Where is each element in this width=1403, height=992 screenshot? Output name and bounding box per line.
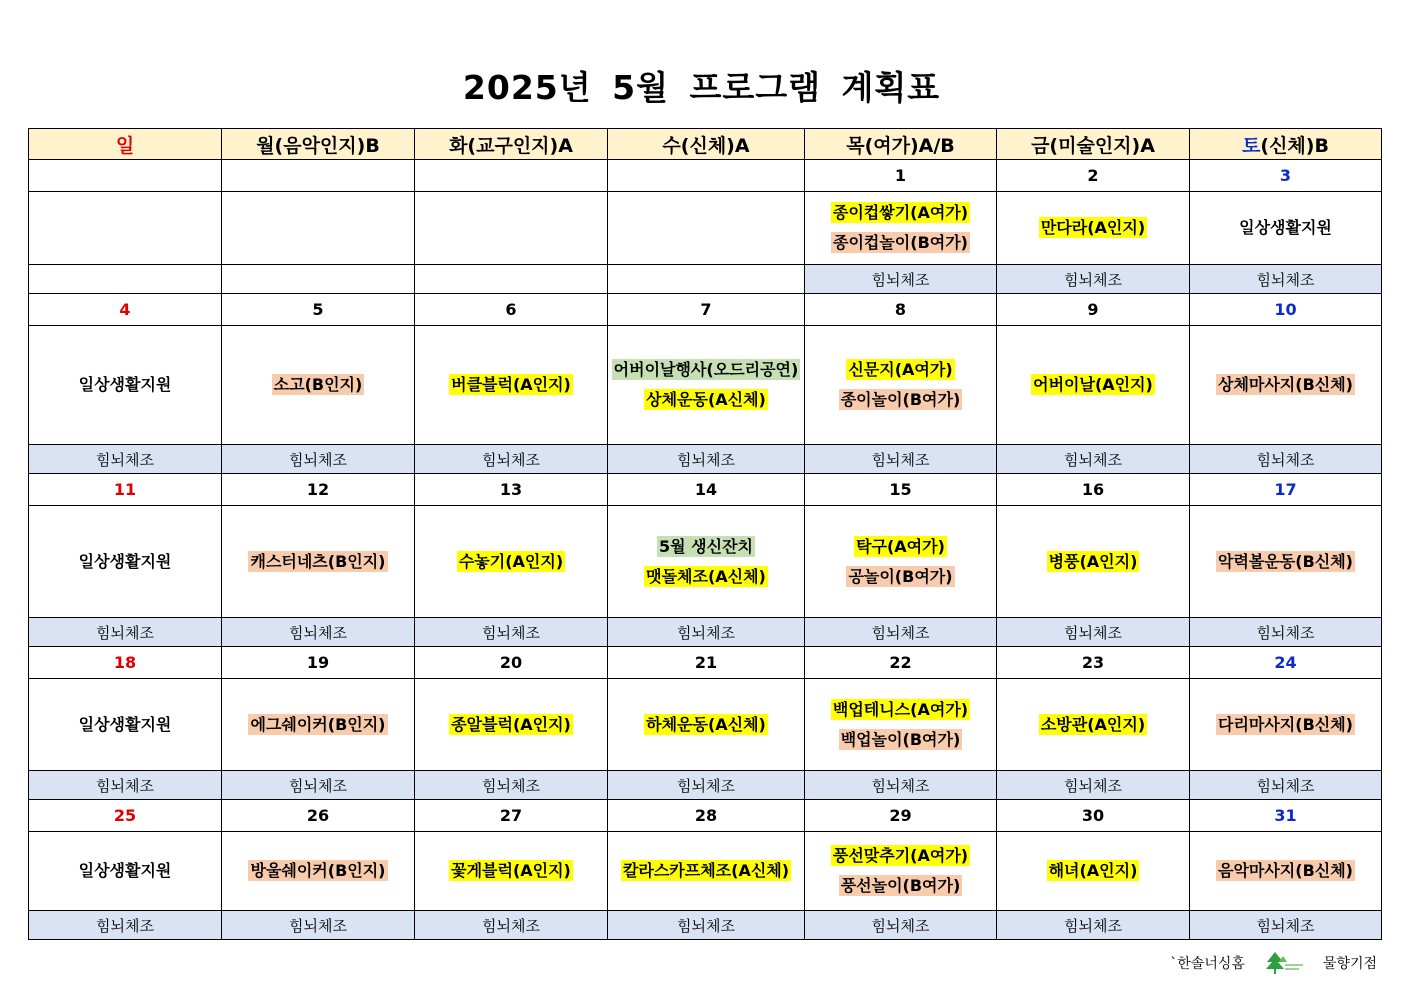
activity-label: 백업놀이(B여가): [840, 729, 961, 749]
activity-label: 하체운동(A신체): [646, 714, 766, 734]
program-calendar: [28, 128, 1382, 940]
week-5-activity-row: [29, 832, 1382, 911]
weekday-header-colored-label: 토: [1242, 134, 1261, 157]
page-title: 2025년 5월 프로그램 계획표: [462, 68, 941, 107]
activity-cell: [997, 506, 1190, 618]
date-number: 29: [805, 800, 997, 832]
weekday-header-label: 금(미술인지)A: [1031, 134, 1155, 157]
week-4-date-row: [29, 647, 1382, 679]
weekday-header-row: [29, 129, 1382, 160]
activity-label: 5월 생신잔치: [659, 536, 753, 556]
date-number: 12: [222, 474, 415, 506]
exercise-cell: 힘뇌체조: [222, 618, 415, 647]
week-1-activity-row: [29, 192, 1382, 265]
date-number: [415, 160, 608, 192]
date-number: 24: [1190, 647, 1382, 679]
date-number: 14: [608, 474, 805, 506]
activity-label: 방울쉐이커(B인지): [250, 861, 386, 880]
activity-label: 일상생활지원: [78, 375, 172, 394]
weekday-header-label: (신체)B: [1260, 134, 1329, 157]
date-number: 10: [1190, 294, 1382, 326]
date-number: 22: [805, 647, 997, 679]
exercise-cell: 힘뇌체조: [608, 445, 805, 474]
activity-cell: [997, 679, 1190, 771]
exercise-cell: 힘뇌체조: [608, 771, 805, 800]
activity-cell: [415, 832, 608, 911]
week-3-date-row: [29, 474, 1382, 506]
date-number: 31: [1190, 800, 1382, 832]
activity-cell: [805, 832, 997, 911]
activity-label: 일상생활지원: [1239, 218, 1332, 237]
weekday-header-5: [997, 129, 1190, 160]
date-number: 1: [805, 160, 997, 192]
activity-label: 일상생활지원: [78, 861, 172, 880]
activity-cell: [805, 192, 997, 265]
activity-cell: [415, 192, 608, 265]
activity-label: 어버이날(A인지): [1033, 375, 1153, 394]
activity-cell: [415, 679, 608, 771]
activity-label: 칼라스카프체조(A신체): [622, 861, 790, 880]
footer-org-name: `한솔너싱홈: [1170, 956, 1245, 972]
weekday-header-6: [1190, 129, 1382, 160]
activity-label: 백업테니스(A여가): [832, 699, 969, 719]
activity-label: 상체마사지(B신체): [1217, 375, 1353, 394]
week-5-exercise-row: [29, 911, 1382, 940]
activity-cell: [608, 192, 805, 265]
date-number: 17: [1190, 474, 1382, 506]
exercise-cell: 힘뇌체조: [997, 618, 1190, 647]
week-4-activity-row: [29, 679, 1382, 771]
date-number: 30: [997, 800, 1190, 832]
exercise-cell: 힘뇌체조: [608, 911, 805, 940]
date-number: 5: [222, 294, 415, 326]
date-number: 13: [415, 474, 608, 506]
activity-cell: [608, 832, 805, 911]
date-number: 8: [805, 294, 997, 326]
activity-label: 종이놀이(B여가): [840, 390, 961, 409]
date-number: 9: [997, 294, 1190, 326]
weekday-header-label: 월(음악인지)B: [256, 134, 380, 157]
activity-cell: [29, 832, 222, 911]
activity-label: 일상생활지원: [78, 714, 172, 734]
activity-cell: [805, 679, 997, 771]
exercise-cell: 힘뇌체조: [1190, 911, 1382, 940]
activity-label: 수놓기(A인지): [458, 551, 564, 571]
date-number: 3: [1190, 160, 1382, 192]
activity-label: 풍선놀이(B여가): [840, 876, 961, 895]
exercise-cell: 힘뇌체조: [29, 911, 222, 940]
exercise-cell: [222, 265, 415, 294]
weekday-header-0: [29, 129, 222, 160]
exercise-cell: 힘뇌체조: [222, 445, 415, 474]
weekday-header-label: 목(여가)A/B: [846, 134, 955, 157]
date-number: 19: [222, 647, 415, 679]
weekday-header-colored-label: 일: [115, 134, 135, 157]
exercise-cell: 힘뇌체조: [1190, 445, 1382, 474]
activity-label: 다리마사지(B신체): [1217, 714, 1353, 734]
activity-cell: [415, 506, 608, 618]
activity-label: 소고(B인지): [273, 375, 363, 394]
activity-cell: [608, 506, 805, 618]
activity-cell: [997, 192, 1190, 265]
activity-cell: [222, 679, 415, 771]
exercise-cell: 힘뇌체조: [805, 618, 997, 647]
exercise-cell: 힘뇌체조: [805, 265, 997, 294]
date-number: 16: [997, 474, 1190, 506]
exercise-cell: 힘뇌체조: [608, 618, 805, 647]
activity-cell: [997, 832, 1190, 911]
activity-cell: [222, 832, 415, 911]
exercise-cell: 힘뇌체조: [1190, 618, 1382, 647]
activity-label: 소방관(A인지): [1040, 714, 1146, 734]
activity-label: 캐스터네츠(B인지): [250, 551, 386, 571]
date-number: 26: [222, 800, 415, 832]
exercise-cell: 힘뇌체조: [1190, 771, 1382, 800]
activity-cell: [29, 326, 222, 445]
activity-cell: [222, 506, 415, 618]
week-1-date-row: [29, 160, 1382, 192]
exercise-cell: 힘뇌체조: [29, 618, 222, 647]
exercise-cell: 힘뇌체조: [1190, 265, 1382, 294]
activity-label: 일상생활지원: [78, 551, 172, 571]
activity-label: 만다라(A인지): [1040, 218, 1146, 237]
activity-label: 악력볼운동(B신체): [1217, 551, 1353, 571]
footer-branch-name: 물향기점: [1322, 956, 1377, 972]
activity-cell: [1190, 192, 1382, 265]
week-5-date-row: [29, 800, 1382, 832]
activity-cell: [608, 326, 805, 445]
activity-cell: [1190, 326, 1382, 445]
week-3-activity-row: [29, 506, 1382, 618]
date-number: 28: [608, 800, 805, 832]
exercise-cell: [415, 265, 608, 294]
activity-label: 맷돌체조(A신체): [646, 566, 766, 586]
exercise-cell: 힘뇌체조: [222, 771, 415, 800]
activity-cell: [1190, 506, 1382, 618]
activity-label: 음악마사지(B신체): [1217, 861, 1353, 880]
exercise-cell: 힘뇌체조: [29, 445, 222, 474]
exercise-cell: 힘뇌체조: [415, 618, 608, 647]
week-3-exercise-row: [29, 618, 1382, 647]
exercise-cell: 힘뇌체조: [997, 445, 1190, 474]
date-number: 23: [997, 647, 1190, 679]
week-1-exercise-row: [29, 265, 1382, 294]
activity-cell: [29, 192, 222, 265]
weekday-header-3: [608, 129, 805, 160]
weekday-header-2: [415, 129, 608, 160]
week-2-activity-row: [29, 326, 1382, 445]
footer: [1170, 950, 1377, 976]
weekday-header-label: 수(신체)A: [662, 134, 750, 157]
exercise-cell: 힘뇌체조: [805, 771, 997, 800]
activity-label: 상체운동(A신체): [646, 390, 766, 409]
exercise-cell: 힘뇌체조: [222, 911, 415, 940]
activity-label: 병풍(A인지): [1048, 551, 1138, 571]
exercise-cell: [29, 265, 222, 294]
activity-cell: [805, 506, 997, 618]
date-number: 25: [29, 800, 222, 832]
date-number: 18: [29, 647, 222, 679]
activity-cell: [997, 326, 1190, 445]
activity-label: 꽃게블럭(A인지): [451, 861, 571, 880]
exercise-cell: 힘뇌체조: [805, 445, 997, 474]
date-number: 6: [415, 294, 608, 326]
date-number: [608, 160, 805, 192]
exercise-cell: [608, 265, 805, 294]
exercise-cell: 힘뇌체조: [29, 771, 222, 800]
exercise-cell: 힘뇌체조: [415, 911, 608, 940]
activity-label: 공놀이(B여가): [848, 566, 953, 586]
weekday-header-4: [805, 129, 997, 160]
date-number: 7: [608, 294, 805, 326]
date-number: 27: [415, 800, 608, 832]
activity-label: 버클블럭(A인지): [451, 375, 571, 394]
date-number: [222, 160, 415, 192]
exercise-cell: 힘뇌체조: [805, 911, 997, 940]
exercise-cell: 힘뇌체조: [415, 445, 608, 474]
week-2-exercise-row: [29, 445, 1382, 474]
activity-label: 종알블럭(A인지): [451, 714, 571, 734]
activity-cell: [1190, 832, 1382, 911]
activity-cell: [608, 679, 805, 771]
activity-label: 신문지(A여가): [848, 360, 953, 379]
activity-label: 종이컵쌓기(A여가): [832, 203, 969, 222]
activity-label: 에그쉐이커(B인지): [250, 714, 386, 734]
date-number: 15: [805, 474, 997, 506]
activity-cell: [222, 192, 415, 265]
date-number: 4: [29, 294, 222, 326]
tree-logo-icon: [1263, 950, 1305, 976]
activity-cell: [805, 326, 997, 445]
activity-label: 풍선맞추기(A여가): [832, 846, 969, 865]
week-4-exercise-row: [29, 771, 1382, 800]
week-2-date-row: [29, 294, 1382, 326]
date-number: 20: [415, 647, 608, 679]
activity-cell: [222, 326, 415, 445]
exercise-cell: 힘뇌체조: [997, 911, 1190, 940]
activity-cell: [1190, 679, 1382, 771]
weekday-header-1: [222, 129, 415, 160]
date-number: 21: [608, 647, 805, 679]
activity-label: 해녀(A인지): [1048, 861, 1138, 880]
activity-cell: [415, 326, 608, 445]
activity-label: 종이컵놀이(B여가): [832, 233, 968, 252]
date-number: [29, 160, 222, 192]
date-number: 2: [997, 160, 1190, 192]
exercise-cell: 힘뇌체조: [415, 771, 608, 800]
activity-label: 어버이날행사(오드리공연): [613, 360, 799, 379]
exercise-cell: 힘뇌체조: [997, 265, 1190, 294]
activity-label: 탁구(A여가): [856, 536, 945, 556]
activity-cell: [29, 506, 222, 618]
date-number: 11: [29, 474, 222, 506]
exercise-cell: 힘뇌체조: [997, 771, 1190, 800]
weekday-header-label: 화(교구인지)A: [449, 134, 573, 157]
activity-cell: [29, 679, 222, 771]
